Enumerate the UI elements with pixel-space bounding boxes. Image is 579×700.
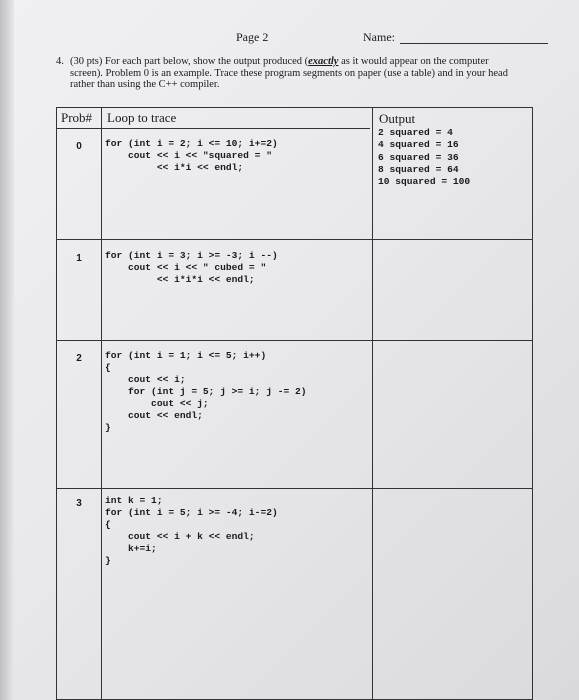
header-underline [57, 128, 370, 129]
header-output: Output [379, 111, 416, 126]
problem-number: 1 [76, 253, 82, 264]
page-number: Page 2 [236, 30, 269, 44]
column-divider-output [372, 108, 373, 699]
problem-number: 0 [76, 141, 82, 152]
question-instructions [56, 56, 544, 91]
name-label: Name: [363, 30, 395, 44]
code-snippet: for (int i = 2; i <= 10; i+=2) cout << i << "squared = " << i*i << endl; [105, 138, 278, 173]
example-output: 2 squared = 4 4 squared = 16 6 squared = 36 8 squared = 64 10 squared = 100 [378, 127, 471, 188]
trace-table [56, 107, 533, 700]
code-snippet: int k = 1; for (int i = 5; i >= -4; i-=2) { cout << i + k << endl; k+=i; } [105, 495, 278, 566]
row-divider-2 [57, 340, 532, 341]
page-shadow-edge [0, 0, 14, 700]
code-snippet: for (int i = 3; i >= -3; i --) cout << i << " cubed = " << i*i*i << endl; [105, 250, 278, 285]
instructions-line2: screen). Problem 0 is an example. Trace these program segments on paper (use a table) and in your head [70, 67, 508, 79]
row-divider-1 [57, 239, 532, 240]
exactly-emphasis: exactly [308, 56, 339, 67]
header-prob: Prob# [61, 110, 93, 125]
instructions-line3: rather than using the C++ compiler. [70, 79, 220, 90]
instructions-line1-end: as it would appear on the computer [338, 56, 489, 67]
problem-number: 3 [76, 498, 82, 509]
name-blank-line [400, 43, 548, 44]
question-number: 4. [56, 56, 64, 67]
problem-number: 2 [76, 353, 82, 364]
header-loop: Loop to trace [107, 110, 177, 125]
row-divider-3 [57, 488, 532, 489]
column-divider-prob [101, 108, 102, 699]
code-snippet: for (int i = 1; i <= 5; i++) { cout << i; for (int j = 5; j >= i; j -= 2) cout << j; cout << endl; } [105, 350, 307, 433]
instructions-line1-start: (30 pts) For each part below, show the output produced ( [70, 56, 309, 67]
